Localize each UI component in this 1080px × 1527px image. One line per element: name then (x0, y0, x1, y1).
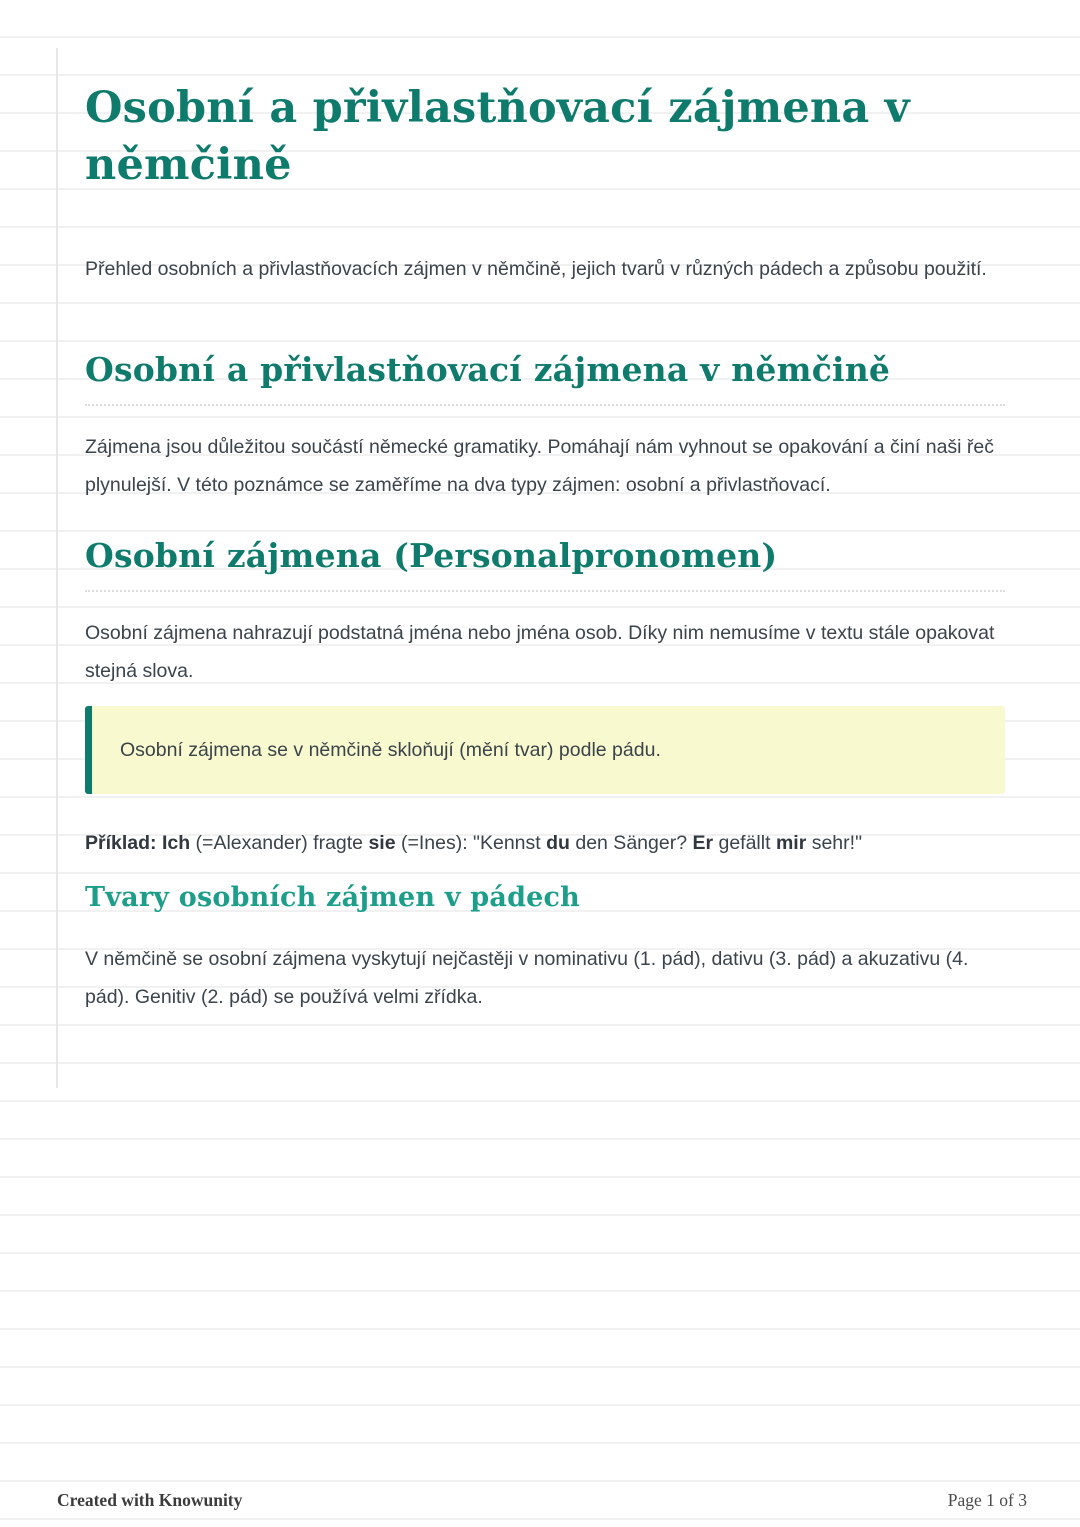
subsection-paragraph-forms: V němčině se osobní zájmena vyskytují nejčastěji v nominativu (1. pád), dativu (3. pád) a akuzativu (4. pád). Genitiv (2. pád) se používá velmi zřídka. (85, 948, 969, 1008)
content-area (85, 64, 1005, 1016)
highlight-callout (85, 706, 1005, 794)
section-heading-personal-pronouns: Osobní zájmena (Personalpronomen) (85, 534, 1005, 592)
page-title: Osobní a přivlastňovací zájmena v němčině (85, 83, 910, 190)
page-footer (57, 1490, 1027, 1511)
footer-page-number: Page 1 of 3 (947, 1490, 1027, 1510)
page-left-edge (56, 48, 58, 1088)
subsection-heading-forms: Tvary osobních zájmen v pádech (85, 882, 581, 913)
example-paragraph: Příklad: Ich (=Alexander) fragte sie (=Ines): "Kennst du den Sänger? Er gefällt mir sehr!" (85, 832, 862, 854)
section-heading-overview: Osobní a přivlastňovací zájmena v němčině (85, 348, 1005, 406)
section-paragraph-overview: Zájmena jsou důležitou součástí německé gramatiky. Pomáhají nám vyhnout se opakování a činí naši řeč plynulejší. V této poznámce se zaměříme na dva typy zájmen: osobní a přivlastňovací. (85, 436, 995, 496)
footer-branding: Created with Knowunity (57, 1490, 243, 1510)
section-paragraph-personal-pronouns: Osobní zájmena nahrazují podstatná jména nebo jména osob. Díky nim nemusíme v textu stále opakovat stejná slova. (85, 622, 995, 682)
callout-text: Osobní zájmena se v němčině skloňují (mění tvar) podle pádu. (120, 739, 661, 761)
intro-paragraph: Přehled osobních a přivlastňovacích zájmen v němčině, jejich tvarů v různých pádech a způsobu použití. (85, 258, 987, 280)
